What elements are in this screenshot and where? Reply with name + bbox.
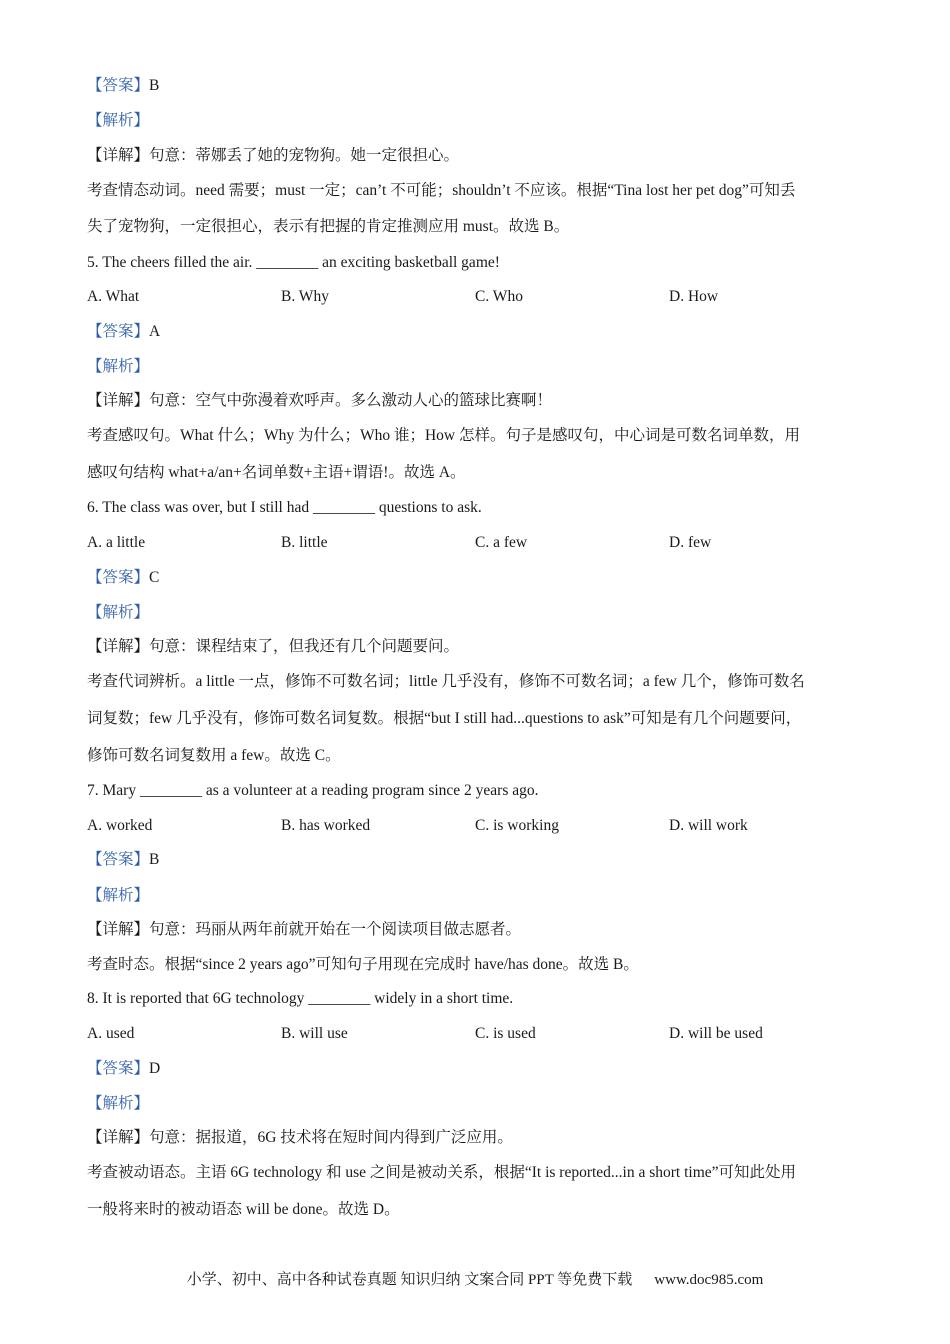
translation-text: 句意：空气中弥漫着欢呼声。多么激动人心的篮球比赛啊！ bbox=[149, 392, 553, 409]
answer-value: C bbox=[149, 569, 160, 586]
option-b: B. little bbox=[281, 534, 328, 551]
explanation-text: 感叹句结构 what+a/an+名词单数+主语+谓语!。故选 A。 bbox=[87, 464, 466, 481]
footer-text: 小学、初中、高中各种试卷真题 知识归纳 文案合同 PPT 等免费下载 bbox=[186, 1272, 633, 1288]
analysis-label: 【解析】 bbox=[87, 112, 150, 129]
option-d: D. How bbox=[669, 288, 719, 305]
option-b: B. will use bbox=[281, 1025, 348, 1042]
option-a: A. worked bbox=[87, 817, 153, 834]
translation-text: 句意：玛丽从两年前就开始在一个阅读项目做志愿者。 bbox=[149, 921, 522, 938]
translation-text: 句意：蒂娜丢了她的宠物狗。她一定很担心。 bbox=[149, 147, 460, 164]
option-a: A. a little bbox=[87, 534, 146, 551]
answer-line: 【答案】D bbox=[87, 1060, 161, 1077]
answer-value: B bbox=[149, 77, 160, 94]
explanation-text: 考查被动语态。主语 6G technology 和 use 之间是被动关系，根据“It is reported...in a short time”可知此处用 bbox=[87, 1164, 797, 1181]
explanation-text: 考查代词辨析。a little 一点，修饰不可数名词；little 几乎没有，修饰不可数名词；a few 几个，修饰可数名 bbox=[87, 673, 805, 690]
detail-line: 【详解】句意：据报道，6G 技术将在短时间内得到广泛应用。 bbox=[87, 1129, 513, 1146]
option-d: D. few bbox=[669, 534, 712, 551]
option-a: A. used bbox=[87, 1025, 135, 1042]
answer-value: D bbox=[149, 1060, 161, 1077]
answer-value: A bbox=[149, 323, 161, 340]
option-d: D. will work bbox=[669, 817, 748, 834]
answer-value: B bbox=[149, 851, 160, 868]
translation-text: 句意：课程结束了，但我还有几个问题要问。 bbox=[149, 638, 460, 655]
answer-line: 【答案】B bbox=[87, 77, 160, 94]
analysis-label: 【解析】 bbox=[87, 1095, 150, 1112]
explanation-text: 修饰可数名词复数用 a few。故选 C。 bbox=[87, 747, 341, 764]
question-7: 7. Mary ________ as a volunteer at a reading program since 2 years ago. bbox=[87, 782, 539, 799]
option-c: C. is working bbox=[475, 817, 559, 834]
page-footer bbox=[0, 1270, 950, 1290]
option-d: D. will be used bbox=[669, 1025, 763, 1042]
footer-link[interactable]: www.doc985.com bbox=[654, 1272, 764, 1288]
question-8: 8. It is reported that 6G technology ________ widely in a short time. bbox=[87, 990, 514, 1007]
question-6: 6. The class was over, but I still had ________ questions to ask. bbox=[87, 499, 482, 516]
translation-text: 句意：据报道，6G 技术将在短时间内得到广泛应用。 bbox=[149, 1129, 513, 1146]
explanation-text: 考查时态。根据“since 2 years ago”可知句子用现在完成时 have/has done。故选 B。 bbox=[87, 956, 639, 973]
option-c: C. a few bbox=[475, 534, 528, 551]
answer-line: 【答案】C bbox=[87, 569, 160, 586]
answer-line: 【答案】B bbox=[87, 851, 160, 868]
explanation-text: 考查情态动词。need 需要；must 一定；can’t 不可能；shouldn’t 不应该。根据“Tina lost her pet dog”可知丢 bbox=[87, 182, 796, 199]
explanation-text: 失了宠物狗，一定很担心，表示有把握的肯定推测应用 must。故选 B。 bbox=[87, 218, 570, 235]
explanation-text: 一般将来时的被动语态 will be done。故选 D。 bbox=[87, 1201, 400, 1218]
detail-line: 【详解】句意：空气中弥漫着欢呼声。多么激动人心的篮球比赛啊！ bbox=[87, 392, 553, 409]
detail-line: 【详解】句意：玛丽从两年前就开始在一个阅读项目做志愿者。 bbox=[87, 921, 522, 938]
detail-line: 【详解】句意：蒂娜丢了她的宠物狗。她一定很担心。 bbox=[87, 147, 460, 164]
option-a: A. What bbox=[87, 288, 140, 305]
question-5: 5. The cheers filled the air. ________ an exciting basketball game! bbox=[87, 254, 500, 271]
explanation-text: 词复数；few 几乎没有，修饰可数名词复数。根据“but I still had...questions to ask”可知是有几个问题要问， bbox=[87, 710, 802, 727]
answer-line: 【答案】A bbox=[87, 323, 161, 340]
option-c: C. is used bbox=[475, 1025, 536, 1042]
analysis-label: 【解析】 bbox=[87, 604, 150, 621]
explanation-text: 考查感叹句。What 什么；Why 为什么；Who 谁；How 怎样。句子是感叹句，中心词是可数名词单数，用 bbox=[87, 427, 800, 444]
option-b: B. has worked bbox=[281, 817, 371, 834]
detail-line: 【详解】句意：课程结束了，但我还有几个问题要问。 bbox=[87, 638, 460, 655]
analysis-label: 【解析】 bbox=[87, 358, 150, 375]
option-b: B. Why bbox=[281, 288, 329, 305]
option-c: C. Who bbox=[475, 288, 523, 305]
analysis-label: 【解析】 bbox=[87, 887, 150, 904]
